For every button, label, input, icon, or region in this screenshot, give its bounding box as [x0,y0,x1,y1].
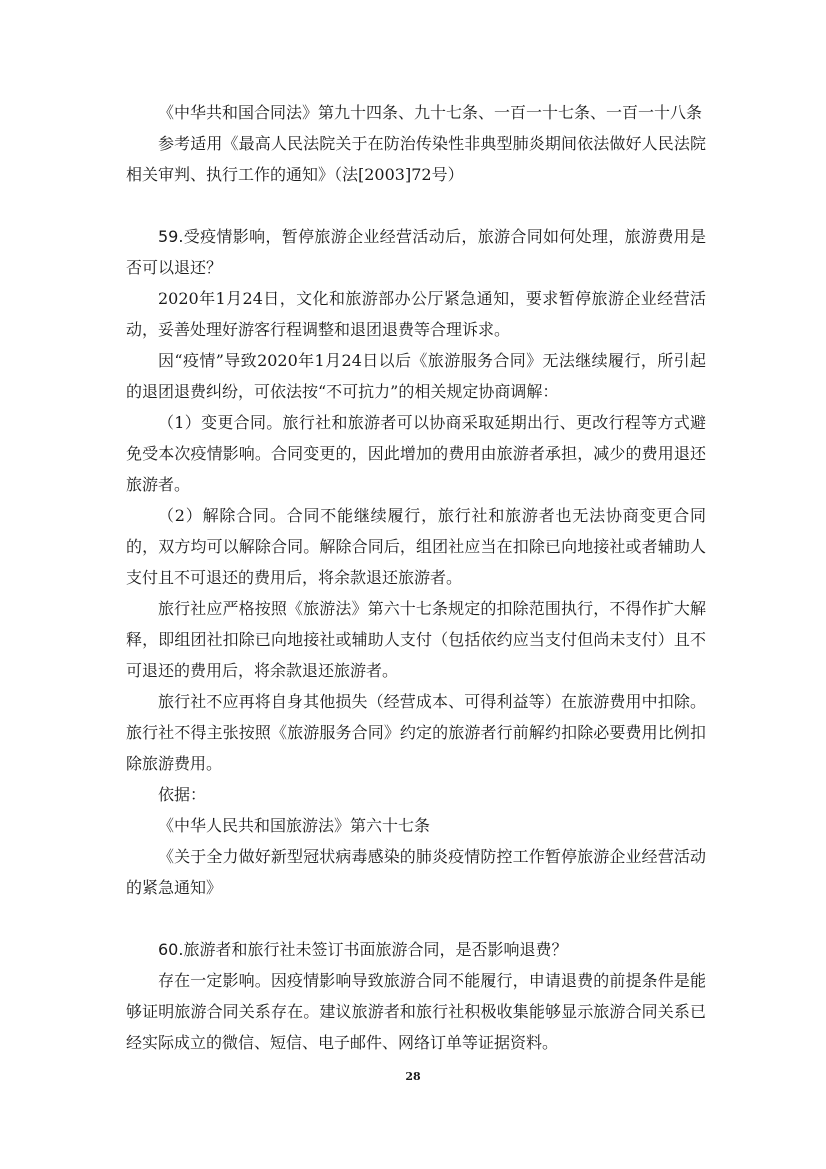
question-59-title: 59.受疫情影响，暂停旅游企业经营活动后，旅游合同如何处理，旅游费用是否可以退还？ [126,227,706,277]
section-spacer [126,190,706,221]
q59-basis-tourism-law: 《中华人民共和国旅游法》第六十七条 [158,816,431,835]
q59-paragraph-6: 旅行社不应再将自身其他损失（经营成本、可得利益等）在旅游费用中扣除。旅行社不得主张按照《旅游服务合同》约定的旅游者行前解约扣除必要费用比例扣除旅游费用。 [126,692,706,773]
q60-paragraph: 存在一定影响。因疫情影响导致旅游合同不能履行，申请退费的前提条件是能够证明旅游合同关系存在。建议旅游者和旅行社积极收集能够显示旅游合同关系已经实际成立的微信、短信、电子邮件、网络订单等证据资料。 [126,971,706,1052]
q59-paragraph-2: 因“疫情”导致2020年1月24日以后《旅游服务合同》无法继续履行，所引起的退团退费纠纷，可依法按“不可抗力”的相关规定协商调解： [126,351,706,401]
legal-reference-contract-law: 《中华共和国合同法》第九十四条、九十七条、一百一十七条、一百一十八条 [158,103,703,122]
page-number: 28 [405,1070,421,1083]
page-content [126,97,706,1058]
q59-paragraph-5: 旅行社应严格按照《旅游法》第六十七条规定的扣除范围执行，不得作扩大解释，即组团社扣除已向地接社或辅助人支付（包括依约应当支付但尚未支付）且不可退还的费用后，将余款退还旅游者。 [126,599,706,680]
q59-paragraph-4: （2）解除合同。合同不能继续履行，旅行社和旅游者也无法协商变更合同的，双方均可以解除合同。解除合同后，组团社应当在扣除已向地接社或者辅助人支付且不可退还的费用后，将余款退还旅游者。 [126,506,706,587]
question-60-title: 60.旅游者和旅行社未签订书面旅游合同，是否影响退费？ [158,940,568,959]
q59-basis-label: 依据： [158,785,207,804]
q59-paragraph-1: 2020年1月24日，文化和旅游部办公厅紧急通知，要求暂停旅游企业经营活动，妥善处理好游客行程调整和退团退费等合理诉求。 [126,289,706,339]
legal-reference-supreme-court-notice: 参考适用《最高人民法院关于在防治传染性非典型肺炎期间依法做好人民法院相关审判、执行工作的通知》（法[2003]72号） [126,134,706,184]
section-spacer [126,903,706,934]
q59-paragraph-3: （1）变更合同。旅行社和旅游者可以协商采取延期出行、更改行程等方式避免受本次疫情影响。合同变更的，因此增加的费用由旅游者承担，减少的费用退还旅游者。 [126,413,706,494]
q59-basis-emergency-notice: 《关于全力做好新型冠状病毒感染的肺炎疫情防控工作暂停旅游企业经营活动的紧急通知》 [126,847,706,897]
